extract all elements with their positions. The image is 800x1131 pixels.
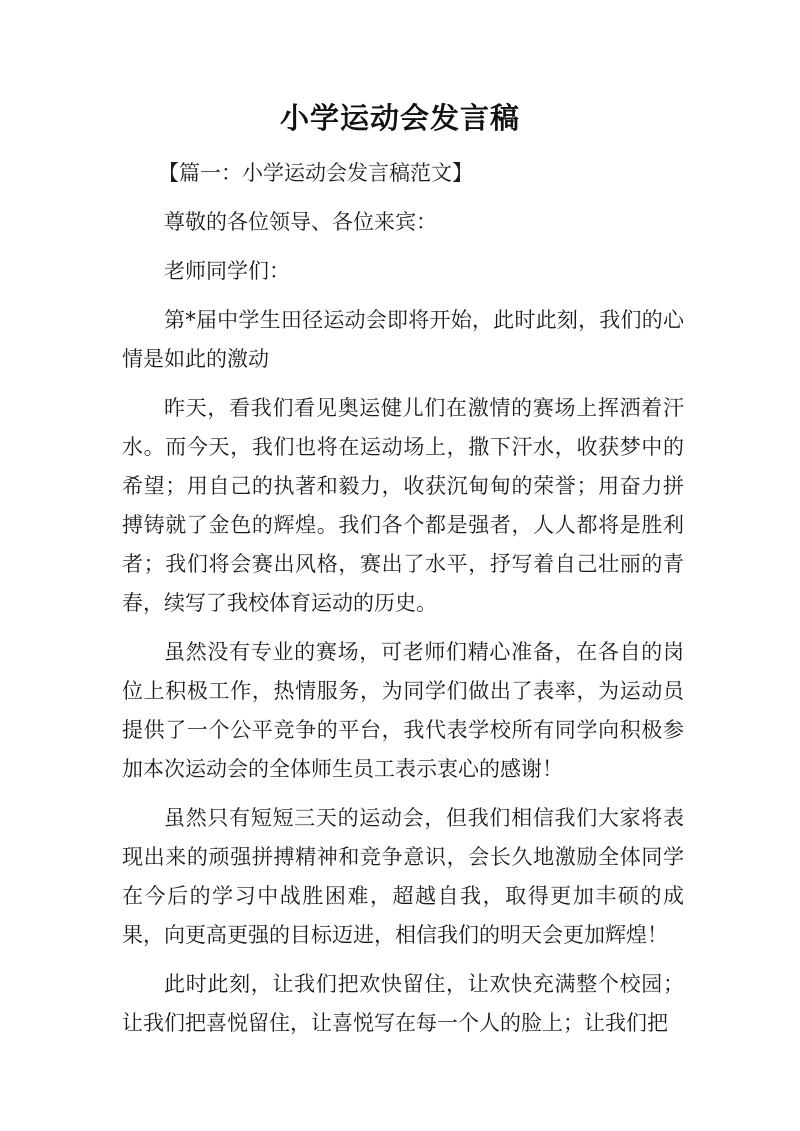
paragraph-closing: 此时此刻，让我们把欢快留住，让欢快充满整个校园；让我们把喜悦留住，让喜悦写在每一个人的脸上；让我们把 (122, 972, 684, 1035)
document-body (122, 154, 684, 1053)
paragraph-opening: 第*届中学生田径运动会即将开始，此时此刻，我们的心情是如此的激动 (122, 308, 684, 371)
section-heading: 【篇一：小学运动会发言稿范文】 (158, 161, 473, 185)
paragraph-encouragement: 虽然只有短短三天的运动会，但我们相信我们大家将表现出来的顽强拼搏精神和竞争意识，会长久地激励全体同学在今后的学习中战胜困难，超越自我，取得更加丰硕的成果，向更高更强的目标迈进，相信我们的明天会更加辉煌！ (122, 806, 684, 947)
salutation-guests: 尊敬的各位领导、各位来宾： (164, 210, 437, 234)
paragraph-olympics: 昨天，看我们看见奥运健儿们在激情的赛场上挥洒着汗水。而今天，我们也将在运动场上，撒下汗水，收获梦中的希望；用自己的执著和毅力，收获沉甸甸的荣誉；用奋力拼搏铸就了金色的辉煌。我们各个都是强者，人人都将是胜利者；我们将会赛出风格，赛出了水平，抒写着自己壮丽的青春，续写了我校体育运动的历史。 (122, 396, 684, 615)
salutation-teachers-students: 老师同学们： (164, 259, 290, 283)
document-title: 小学运动会发言稿 (279, 101, 520, 135)
paragraph-thanks: 虽然没有专业的赛场，可老师们精心准备，在各自的岗位上积极工作，热情服务，为同学们做出了表率，为运动员提供了一个公平竞争的平台，我代表学校所有同学向积极参加本次运动会的全体师生员工表示衷心的感谢！ (122, 640, 684, 781)
